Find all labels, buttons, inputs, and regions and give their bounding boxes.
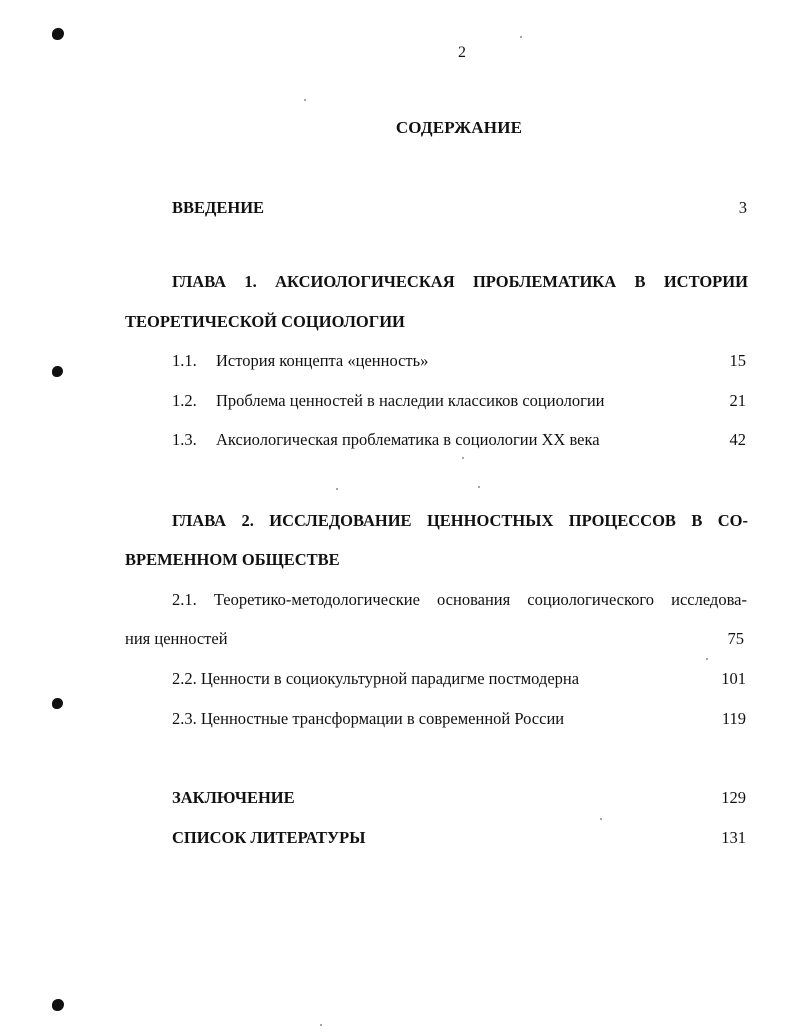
toc-section-2-1-word: исследова- [671,590,747,609]
toc-chapter2-word: В [691,511,703,530]
toc-references-page: 131 [721,828,746,847]
toc-chapter2-word: ГЛАВА [172,511,227,530]
toc-chapter1-word: ИСТОРИИ [663,272,748,291]
toc-section-number: 1.1. [172,351,197,370]
punch-hole-mark-lower-middle [52,698,63,709]
toc-section-page: 21 [729,391,746,410]
toc-section-2-1-word: 2.1. [172,590,197,609]
toc-chapter1-word: В [634,272,646,291]
toc-section-title: 2.3. Ценностные трансформации в современной России [172,709,565,728]
toc-section-number: 1.2. [172,391,197,410]
scan-speck [336,488,338,490]
toc-section-page: 15 [729,351,746,370]
toc-chapter2-word: ИССЛЕДОВАНИЕ [269,511,412,530]
punch-hole-mark-upper-middle [52,366,63,377]
toc-chapter1-word: ПРОБЛЕМАТИКА [472,272,617,291]
scan-speck [462,457,464,459]
toc-section-title: Проблема ценностей в наследии классиков социологии [216,391,605,410]
scan-speck [478,486,480,488]
toc-chapter1-heading-line1 [172,272,748,292]
toc-chapter1-word: ГЛАВА [172,272,227,291]
toc-conclusion-label: ЗАКЛЮЧЕНИЕ [172,788,295,807]
toc-section-page: 119 [721,709,746,728]
toc-chapter1-word: АКСИОЛОГИЧЕСКАЯ [275,272,455,291]
toc-section-title: Аксиологическая проблематика в социологии XX века [216,430,600,449]
scan-speck [706,658,708,660]
scan-speck [600,818,602,820]
page-number: 2 [458,44,466,61]
toc-chapter2-word: ЦЕННОСТНЫХ [426,511,554,530]
toc-intro-page: 3 [738,198,747,217]
toc-section-page: 101 [721,669,746,688]
toc-chapter2-heading-line2: ВРЕМЕННОМ ОБЩЕСТВЕ [125,550,340,569]
scan-speck [520,36,522,38]
toc-section-2-1-word: Теоретико-методологические [213,590,420,609]
toc-chapter2-heading-line1 [172,511,748,531]
toc-chapter2-word: 2. [241,511,254,530]
scan-speck [320,1024,322,1026]
toc-title: СОДЕРЖАНИЕ [395,118,523,137]
toc-section-title: История концепта «ценность» [216,351,429,370]
toc-section-2-1-line1 [172,590,747,610]
toc-section-2-1-word: основания [437,590,511,609]
toc-section-2-1-word: социологического [527,590,655,609]
toc-section-page: 42 [729,430,746,449]
toc-chapter2-word: ПРОЦЕССОВ [568,511,676,530]
toc-chapter1-word: 1. [244,272,257,291]
toc-references-label: СПИСОК ЛИТЕРАТУРЫ [172,828,366,847]
toc-chapter2-word: СО- [717,511,748,530]
toc-chapter1-heading-line2: ТЕОРЕТИЧЕСКОЙ СОЦИОЛОГИИ [125,312,405,331]
toc-section-title: 2.2. Ценности в социокультурной парадигме постмодерна [172,669,580,688]
toc-section-page: 75 [727,629,744,648]
punch-hole-mark-top [52,28,64,40]
punch-hole-mark-bottom [52,999,64,1011]
scan-speck [304,99,306,101]
toc-section-number: 1.3. [172,430,197,449]
toc-conclusion-page: 129 [721,788,746,807]
toc-section-2-1-line2: ния ценностей [125,629,228,648]
toc-intro-label: ВВЕДЕНИЕ [172,198,265,217]
